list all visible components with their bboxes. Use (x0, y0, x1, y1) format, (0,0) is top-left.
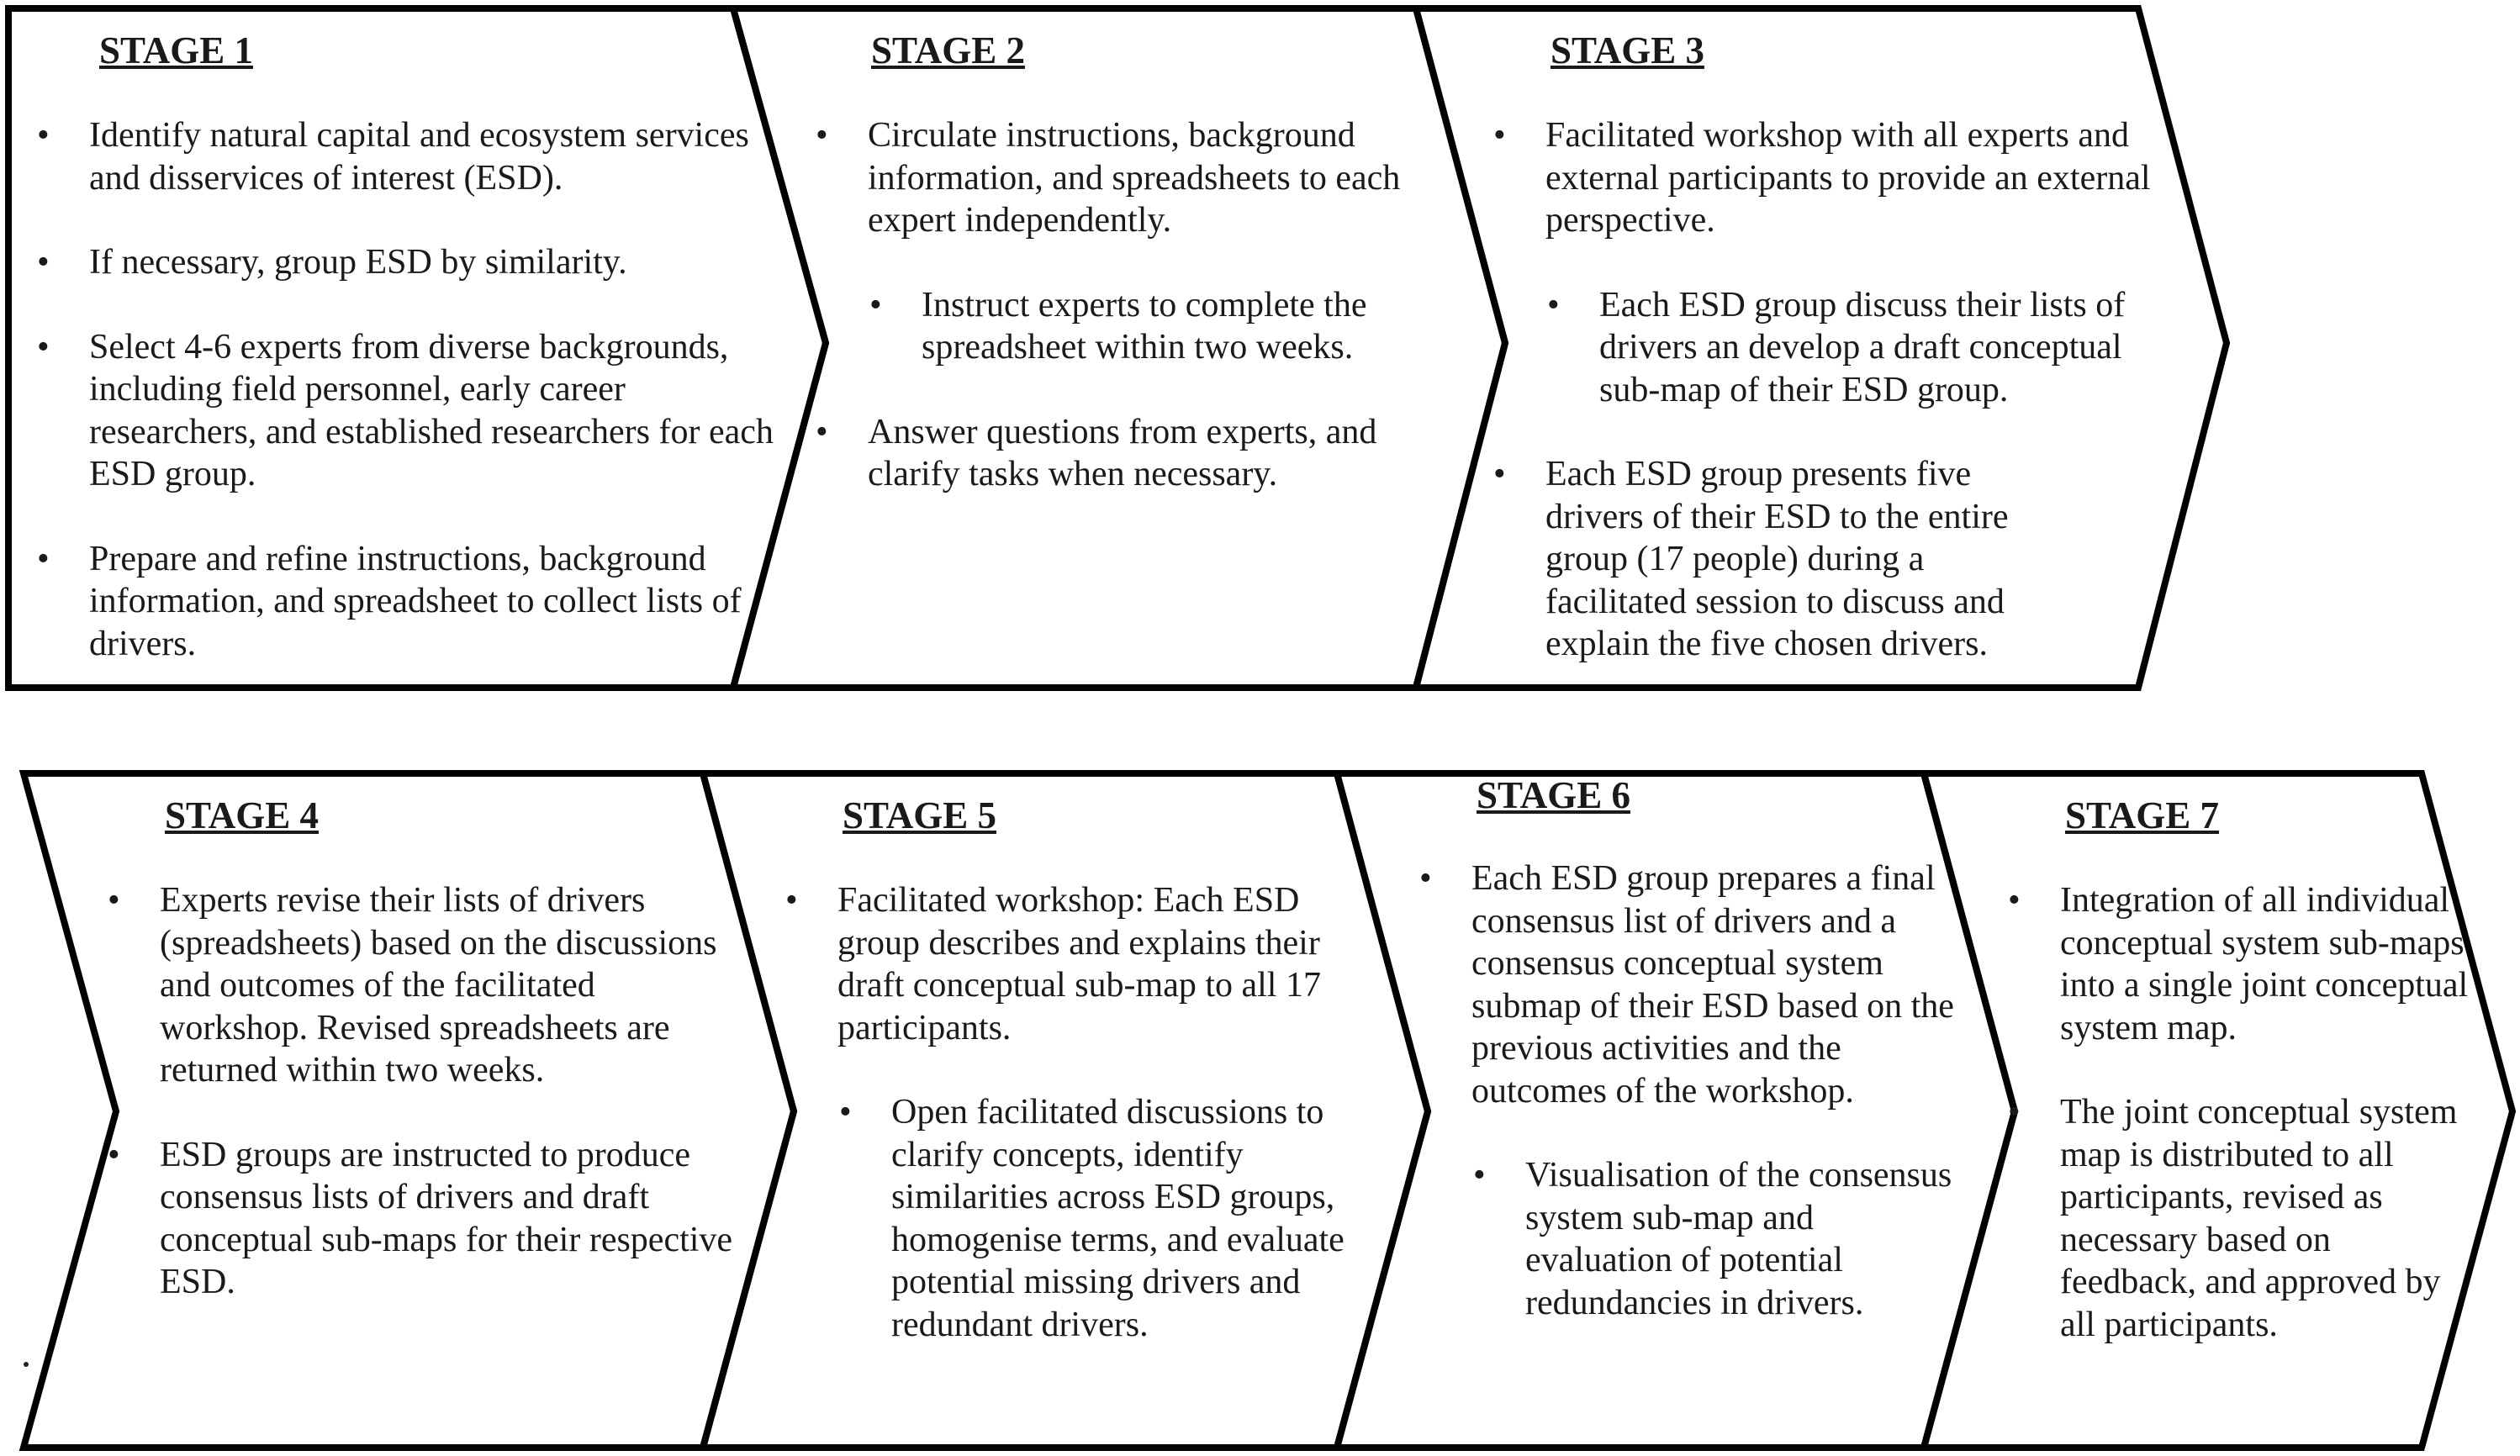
stage-6-item-2: • Visualisation of the consensus system sub-map and evaluation of potential redundancies in drivers. (1525, 1154, 1959, 1324)
stage-1-item-3: • Select 4-6 experts from diverse backgrounds, including field personnel, early career researchers, and established researchers for each ESD group. (89, 326, 795, 496)
stage-3-item-2: • Each ESD group discuss their lists of drivers an develop a draft conceptual sub-map of their ESD group. (1599, 284, 2151, 412)
stage-2-item-3: • Answer questions from experts, and clarify tasks when necessary. (868, 411, 1406, 496)
stage-5-item-1: • Facilitated workshop: Each ESD group describes and explains their draft conceptual sub-map to all 17 participants. (837, 879, 1376, 1049)
stage-5-title: STAGE 5 (843, 794, 996, 836)
stage-1-bullets (89, 114, 795, 707)
stage-2-item-1: • Circulate instructions, background information, and spreadsheets to each expert independently. (868, 114, 1406, 242)
stage-3-item-1: • Facilitated workshop with all experts and external participants to provide an external perspective. (1545, 114, 2151, 242)
stage-4-bullets (160, 879, 748, 1346)
stage-3-title: STAGE 3 (1551, 29, 1704, 71)
stage-7-item-2: • The joint conceptual system map is distributed to all participants, revised as necessary based on feedback, and approved by all participants. (2060, 1091, 2472, 1346)
stage-6-title: STAGE 6 (1477, 774, 1630, 816)
stage-2-item-2: • Instruct experts to complete the spreadsheet within two weeks. (922, 284, 1406, 369)
stage-7-item-1: • Integration of all individual conceptual system sub-maps into a single joint conceptual system map. (2060, 879, 2472, 1049)
stage-1-item-4: • Prepare and refine instructions, background information, and spreadsheet to collect lists of drivers. (89, 538, 795, 666)
stage-4-title: STAGE 4 (165, 794, 319, 836)
stage-5-bullets (837, 879, 1376, 1388)
stage-3-item-3: • Each ESD group presents five drivers of their ESD to the entire group (17 people) during a facilitated session to discuss and explain the five chosen drivers. (1545, 453, 2016, 666)
stage-2-title: STAGE 2 (871, 29, 1025, 71)
stray-dot (24, 1362, 29, 1367)
stage-4-item-2: • ESD groups are instructed to produce consensus lists of drivers and draft conceptual sub-maps for their respective ESD. (160, 1134, 748, 1304)
stage-1-title: STAGE 1 (99, 29, 253, 71)
stage-1-item-2: • If necessary, group ESD by similarity. (89, 241, 795, 284)
stage-7-bullets (2060, 879, 2472, 1388)
stage-6-item-1: • Each ESD group prepares a final consensus list of drivers and a consensus conceptual system submap of their ESD based on the previous activities and the outcomes of the workshop. (1471, 857, 1959, 1112)
stage-1-item-1: • Identify natural capital and ecosystem services and disservices of interest (ESD). (89, 114, 795, 199)
stage-7-title: STAGE 7 (2065, 794, 2219, 836)
stage-3-bullets (1545, 114, 2151, 708)
stage-5-item-2: • Open facilitated discussions to clarify concepts, identify similarities across ESD groups, homogenise terms, and evaluate potential missing drivers and redundant drivers. (891, 1091, 1376, 1346)
stage-6-bullets (1471, 857, 1959, 1366)
stage-2-bullets (868, 114, 1406, 538)
stage-4-item-1: • Experts revise their lists of drivers (spreadsheets) based on the discussions and outcomes of the facilitated workshop. Revised spreadsheets are returned within two weeks. (160, 879, 748, 1092)
